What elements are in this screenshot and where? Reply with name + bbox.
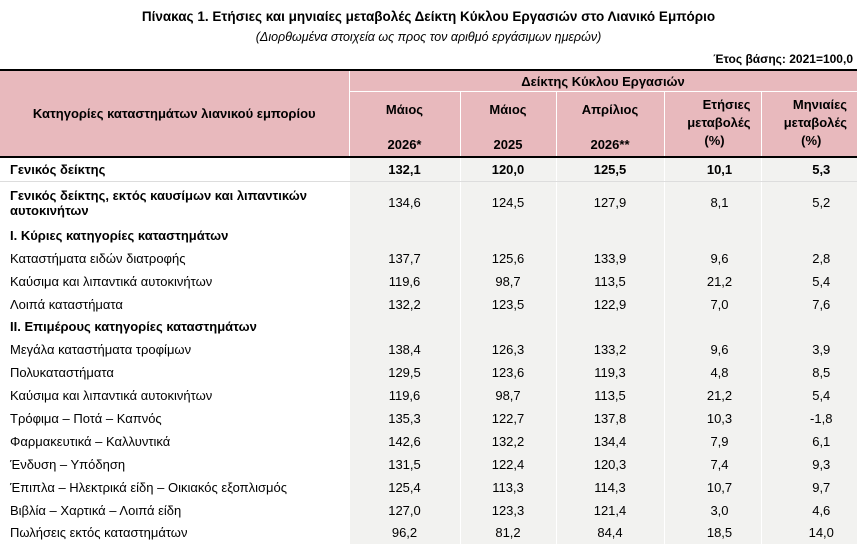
- value-cell: 138,4: [349, 338, 460, 361]
- row-label: Γενικός δείκτης, εκτός καυσίμων και λιπαντικών αυτοκινήτων: [10, 187, 307, 218]
- base-year-note: Έτος βάσης: 2021=100,0: [713, 52, 853, 66]
- value-cell: [349, 315, 460, 338]
- value-cell: 98,7: [460, 384, 556, 407]
- column-header-line: 2026*: [387, 137, 422, 152]
- turnover-index-table: [0, 69, 857, 544]
- value-cell: 132,2: [349, 293, 460, 316]
- value-cell: 6,1: [761, 430, 857, 453]
- table-row: [0, 384, 857, 407]
- table-row: [0, 361, 857, 384]
- row-label: Λοιπά καταστήματα: [10, 296, 123, 312]
- column-header-line: (%): [704, 133, 725, 148]
- column-header-line: (%): [801, 133, 822, 148]
- value-cell: 7,0: [664, 293, 761, 316]
- table-row: [0, 270, 857, 293]
- value-cell: 120,3: [556, 453, 664, 476]
- value-cell: 96,2: [349, 521, 460, 544]
- value-cell: 119,6: [349, 270, 460, 293]
- row-label: II. Επιμέρους κατηγορίες καταστημάτων: [10, 319, 257, 335]
- value-cell: 127,9: [556, 181, 664, 224]
- row-label: Καταστήματα ειδών διατροφής: [10, 250, 186, 266]
- row-label: Καύσιμα και λιπαντικά αυτοκινήτων: [10, 273, 213, 289]
- table-body: [0, 157, 857, 544]
- value-cell: [761, 224, 857, 247]
- value-cell: 84,4: [556, 521, 664, 544]
- column-header-may-2025: [460, 92, 556, 158]
- row-label: Φαρμακευτικά – Καλλυντικά: [10, 433, 171, 449]
- value-cell: 5,3: [761, 157, 857, 181]
- row-label: I. Κύριες κατηγορίες καταστημάτων: [10, 227, 229, 243]
- value-cell: 3,0: [664, 499, 761, 522]
- value-cell: 8,1: [664, 181, 761, 224]
- row-label: Καύσιμα και λιπαντικά αυτοκινήτων: [10, 388, 213, 404]
- value-cell: 133,9: [556, 247, 664, 270]
- value-cell: 129,5: [349, 361, 460, 384]
- table-row: [0, 338, 857, 361]
- column-header-line: Μάιος: [385, 102, 424, 117]
- value-cell: 5,4: [761, 270, 857, 293]
- column-header-line: 2026**: [590, 137, 630, 152]
- value-cell: [761, 315, 857, 338]
- value-cell: 125,4: [349, 476, 460, 499]
- table-row: [0, 157, 857, 181]
- table-row: [0, 499, 857, 522]
- value-cell: -1,8: [761, 407, 857, 430]
- column-header-line: Ετήσιες: [702, 97, 751, 112]
- value-cell: [349, 224, 460, 247]
- value-cell: 3,9: [761, 338, 857, 361]
- value-cell: 8,5: [761, 361, 857, 384]
- value-cell: 113,5: [556, 384, 664, 407]
- value-cell: 7,9: [664, 430, 761, 453]
- value-cell: 4,6: [761, 499, 857, 522]
- table-row: [0, 293, 857, 316]
- value-cell: 132,2: [460, 430, 556, 453]
- value-cell: 122,4: [460, 453, 556, 476]
- value-cell: 113,3: [460, 476, 556, 499]
- column-header-line: Μηνιαίες: [792, 97, 848, 112]
- category-column-header: Κατηγορίες καταστημάτων λιανικού εμπορίου: [0, 70, 349, 157]
- value-cell: 7,4: [664, 453, 761, 476]
- value-cell: 9,3: [761, 453, 857, 476]
- value-cell: 132,1: [349, 157, 460, 181]
- column-header-annual-change: [664, 92, 761, 158]
- column-header-line: Απρίλιος: [581, 102, 639, 117]
- value-cell: 121,4: [556, 499, 664, 522]
- table-subtitle: (Διορθωμένα στοιχεία ως προς τον αριθμό εργάσιμων ημερών): [255, 30, 602, 44]
- column-header-line: μεταβολές: [687, 115, 751, 130]
- value-cell: 98,7: [460, 270, 556, 293]
- value-cell: 9,7: [761, 476, 857, 499]
- table-row: [0, 224, 857, 247]
- table-title: Πίνακας 1. Ετήσιες και μηνιαίες μεταβολές Δείκτη Κύκλου Εργασιών στο Λιανικό Εμπόριο: [141, 9, 716, 24]
- value-cell: 7,6: [761, 293, 857, 316]
- value-cell: 122,7: [460, 407, 556, 430]
- row-label: Πωλήσεις εκτός καταστημάτων: [10, 525, 188, 541]
- value-cell: 131,5: [349, 453, 460, 476]
- value-cell: 9,6: [664, 247, 761, 270]
- column-header-line: Μάιος: [489, 102, 527, 117]
- value-cell: [460, 315, 556, 338]
- value-cell: 137,8: [556, 407, 664, 430]
- table-row: [0, 476, 857, 499]
- value-cell: 114,3: [556, 476, 664, 499]
- row-label: Τρόφιμα – Ποτά – Καπνός: [10, 410, 162, 426]
- value-cell: 125,5: [556, 157, 664, 181]
- table-row: [0, 407, 857, 430]
- value-cell: 120,0: [460, 157, 556, 181]
- value-cell: 135,3: [349, 407, 460, 430]
- value-cell: 10,7: [664, 476, 761, 499]
- value-cell: 10,3: [664, 407, 761, 430]
- value-cell: 142,6: [349, 430, 460, 453]
- value-cell: [460, 224, 556, 247]
- value-cell: 21,2: [664, 270, 761, 293]
- value-cell: 5,4: [761, 384, 857, 407]
- column-header-may-2026: [349, 92, 460, 158]
- value-cell: [556, 224, 664, 247]
- value-cell: 126,3: [460, 338, 556, 361]
- value-cell: 133,2: [556, 338, 664, 361]
- row-label: Βιβλία – Χαρτικά – Λοιπά είδη: [10, 502, 182, 518]
- table-row: [0, 453, 857, 476]
- value-cell: 14,0: [761, 521, 857, 544]
- column-header-line: μεταβολές: [783, 115, 848, 130]
- value-cell: 21,2: [664, 384, 761, 407]
- value-cell: 123,5: [460, 293, 556, 316]
- table-row: [0, 181, 857, 224]
- index-group-header: Δείκτης Κύκλου Εργασιών: [349, 70, 857, 92]
- value-cell: 134,6: [349, 181, 460, 224]
- column-header-monthly-change: [761, 92, 857, 158]
- value-cell: 4,8: [664, 361, 761, 384]
- value-cell: 123,3: [460, 499, 556, 522]
- row-label: Έπιπλα – Ηλεκτρικά είδη – Οικιακός εξοπλισμός: [10, 479, 287, 495]
- value-cell: 81,2: [460, 521, 556, 544]
- value-cell: 127,0: [349, 499, 460, 522]
- value-cell: 2,8: [761, 247, 857, 270]
- value-cell: 9,6: [664, 338, 761, 361]
- column-header-line: 2025: [493, 137, 523, 152]
- value-cell: 10,1: [664, 157, 761, 181]
- value-cell: [556, 315, 664, 338]
- value-cell: 122,9: [556, 293, 664, 316]
- table-row: [0, 430, 857, 453]
- row-label: Μεγάλα καταστήματα τροφίμων: [10, 342, 192, 358]
- value-cell: 113,5: [556, 270, 664, 293]
- row-label: Γενικός δείκτης: [0, 157, 349, 181]
- value-cell: 125,6: [460, 247, 556, 270]
- row-label: Πολυκαταστήματα: [10, 365, 114, 381]
- value-cell: 18,5: [664, 521, 761, 544]
- table-row: [0, 521, 857, 544]
- value-cell: 123,6: [460, 361, 556, 384]
- value-cell: 5,2: [761, 181, 857, 224]
- value-cell: 134,4: [556, 430, 664, 453]
- value-cell: 119,3: [556, 361, 664, 384]
- value-cell: 124,5: [460, 181, 556, 224]
- table-row: [0, 247, 857, 270]
- value-cell: 119,6: [349, 384, 460, 407]
- column-header-april-2026: [556, 92, 664, 158]
- row-label: Ένδυση – Υπόδηση: [10, 456, 126, 472]
- table-row: [0, 315, 857, 338]
- value-cell: [664, 224, 761, 247]
- value-cell: 137,7: [349, 247, 460, 270]
- value-cell: [664, 315, 761, 338]
